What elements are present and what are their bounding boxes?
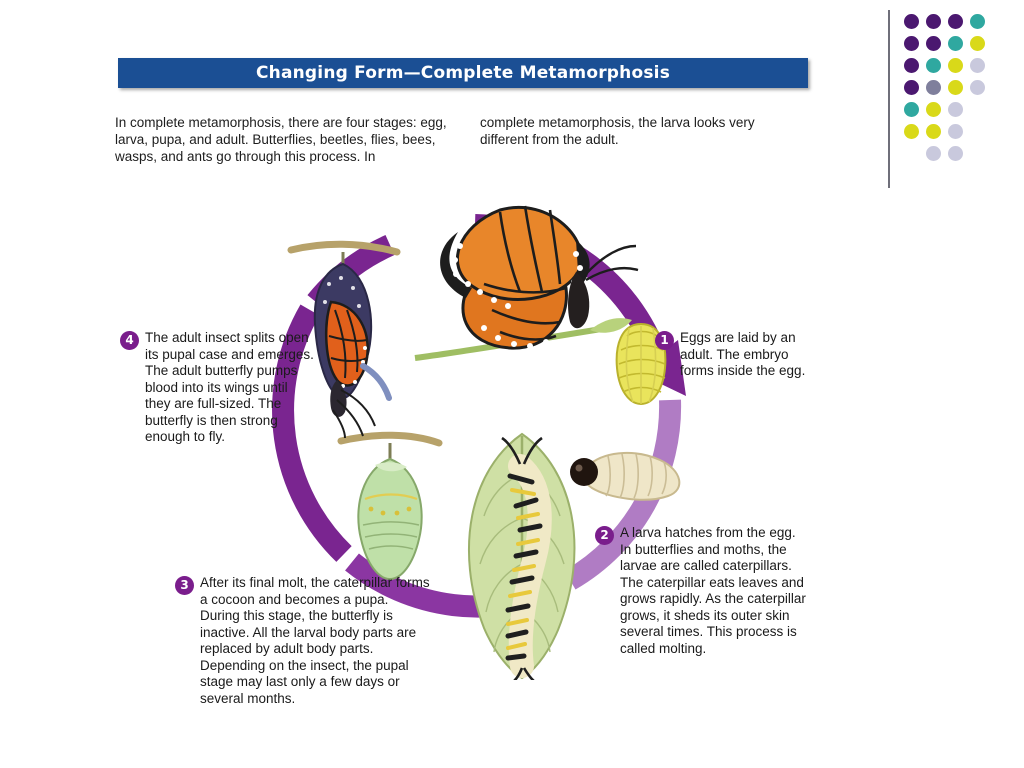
decor-dot xyxy=(926,58,941,73)
decor-dot xyxy=(948,14,963,29)
decor-dot xyxy=(970,36,985,51)
decor-dot xyxy=(904,80,919,95)
diagram-title-bar xyxy=(118,58,808,88)
decor-dot xyxy=(948,124,963,139)
decor-dot xyxy=(948,36,963,51)
decor-dot xyxy=(926,80,941,95)
decor-dot xyxy=(970,80,985,95)
decor-dot xyxy=(926,14,941,29)
step-text: After its final molt, the caterpillar forms a cocoon and becomes a pupa. During this stage, the butterfly is inactive. All the larval body parts are replaced by adult body parts. Depending on the insect, the pupal stage may last only a few days or several months. xyxy=(200,575,430,706)
step-number-badge: 4 xyxy=(120,331,139,350)
step-text: Eggs are laid by an adult. The embryo forms inside the egg. xyxy=(680,330,806,378)
decor-dot xyxy=(970,14,985,29)
step-number-badge: 2 xyxy=(595,526,614,545)
intro-paragraph-left: In complete metamorphosis, there are four stages: egg, larva, pupa, and adult. Butterflies, beetles, flies, bees, wasps, and ants go through this process. In xyxy=(115,114,447,164)
monarch-butterfly-illustration xyxy=(380,180,640,370)
decor-dot xyxy=(904,36,919,51)
decor-dot xyxy=(926,36,941,51)
pupa-illustration xyxy=(335,425,445,585)
slide-divider-line xyxy=(888,10,890,188)
decor-dot xyxy=(948,146,963,161)
step-number-badge: 3 xyxy=(175,576,194,595)
decor-dot xyxy=(948,58,963,73)
step-callout-3 xyxy=(175,575,430,707)
step-callout-4 xyxy=(120,330,315,446)
decor-dot xyxy=(970,58,985,73)
decor-dot xyxy=(926,102,941,117)
step-number-badge: 1 xyxy=(655,331,674,350)
decor-dot xyxy=(904,58,919,73)
decorative-dot-grid xyxy=(898,14,1016,162)
intro-paragraph-right: complete metamorphosis, the larva looks very different from the adult. xyxy=(480,114,755,147)
decor-dot xyxy=(948,80,963,95)
caterpillar-on-leaf-illustration xyxy=(450,430,600,680)
decor-dot xyxy=(904,14,919,29)
decor-dot xyxy=(904,124,919,139)
step-callout-2 xyxy=(595,525,810,657)
step-callout-1 xyxy=(655,330,815,380)
decor-dot xyxy=(926,124,941,139)
decor-dot xyxy=(926,146,941,161)
page-title: Changing Form—Complete Metamorphosis xyxy=(255,63,671,83)
step-text: A larva hatches from the egg. In butterflies and moths, the larvae are called caterpillars. The caterpillar eats leaves and grows rapidly. As the caterpillar grows, it sheds its outer skin several times. This process is called molting. xyxy=(620,525,806,656)
decor-dot xyxy=(904,102,919,117)
step-text: The adult insect splits open its pupal case and emerges. The adult butterfly pumps blood into its wings until they are full-sized. The butterfly is then strong enough to fly. xyxy=(145,330,314,444)
decor-dot xyxy=(948,102,963,117)
metamorphosis-diagram xyxy=(110,50,822,740)
